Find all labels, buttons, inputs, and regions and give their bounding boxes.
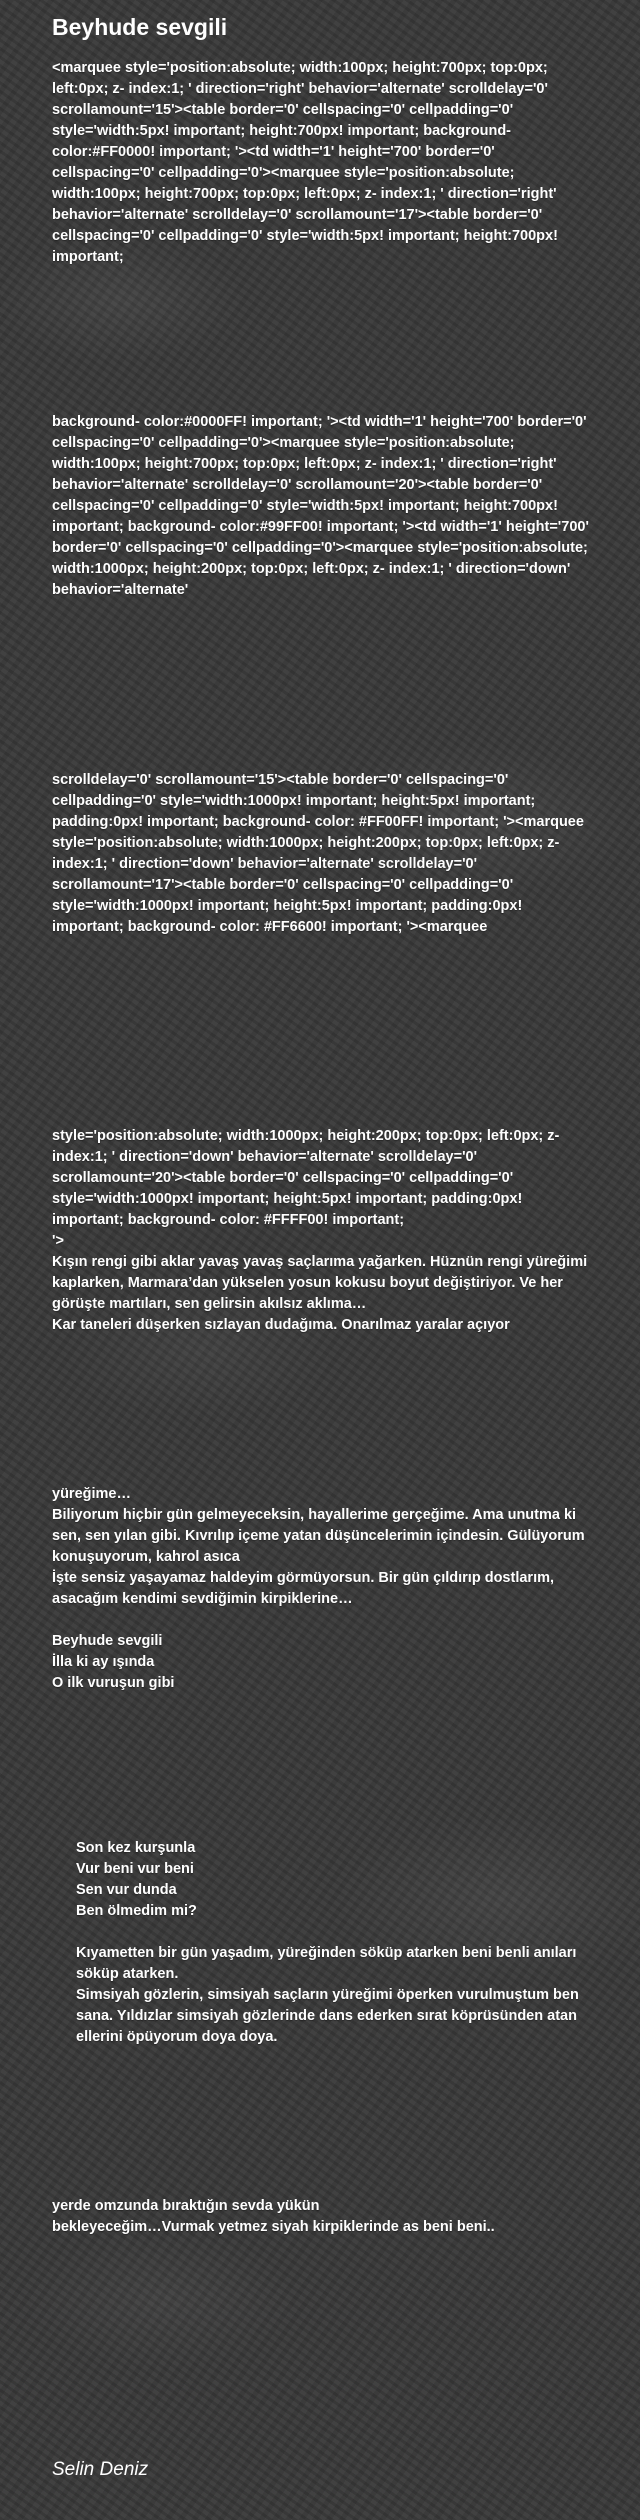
poem-author: Selin Deniz — [52, 2459, 149, 2480]
poem-stanza-6: Son kez kurşunla Vur beni vur beni Sen vur dunda Ben ölmedim mi? Kıyametten bir gün yaşadım, yüreğinden söküp atarken beni benli anıları söküp atarken. Simsiyah gözlerin, simsiyah saçların yüreğimi öperken vurulmuştum ben sana. Yıldızlar simsiyah gözlerinde dans ederken sırat köprüsünden atan ellerini öpüyorum doya doya. — [76, 1840, 579, 2045]
poem-stanza-1: <marquee style='position:absolute; width:100px; height:700px; top:0px; left:0px; z- index:1; ' direction='right' behavior='alternate' scrolldelay='0' scrollamount='15'><table border='0' cellspacing='0' cellpadding='0' style='width:5px! important; height:700px! important; background- color:#FF0000! important; '><td width='1' height='700' border='0' cellspacing='0' cellpadding='0'><marquee style='position:absolute; width:100px; height:700px; top:0px; left:0px; z- index:1; ' direction='right' behavior='alternate' scrolldelay='0' scrollamount='17'><table border='0' cellspacing='0' cellpadding='0' style='width:5px! important; height:700px! important; — [52, 60, 558, 265]
poem-stanza-2: background- color:#0000FF! important; '><td width='1' height='700' border='0' cellspacing='0' cellpadding='0'><marquee style='position:absolute; width:100px; height:700px; top:0px; left:0px; z- index:1; ' direction='right' behavior='alternate' scrolldelay='0' scrollamount='20'><table border='0' cellspacing='0' cellpadding='0' style='width:5px! important; height:700px! important; background- color:#99FF00! important; '><td width='1' height='700' border='0' cellspacing='0' cellpadding='0'><marquee style='position:absolute; width:1000px; height:200px; top:0px; left:0px; z- index:1; ' direction='down' behavior='alternate' — [52, 414, 589, 598]
poem-stanza-5: yüreğime… Biliyorum hiçbir gün gelmeyeceksin, hayallerime gerçeğime. Ama unutma ki sen, sen yılan gibi. Kıvrılıp içeme yatan düşüncelerimin içindesin. Gülüyorum konuşuyorum, kahrol asıca İşte sensiz yaşayamaz haldeyim görmüyorsun. Bir gün çıldırıp dostlarım, asacağım kendimi sevdiğimin kirpiklerine… Beyhude sevgili İlla ki ay ışında O ilk vuruşun gibi — [52, 1486, 585, 1691]
poem-stanza-7: yerde omzunda bıraktığın sevda yükün bekleyeceğim…Vurmak yetmez siyah kirpiklerinde as beni beni.. — [52, 2198, 495, 2235]
poem-title: Beyhude sevgili — [52, 14, 228, 40]
poem-stanza-3: scrolldelay='0' scrollamount='15'><table border='0' cellspacing='0' cellpadding='0' style='width:1000px! important; height:5px! important; padding:0px! important; background- color: #FF00FF! important; '><marquee style='position:absolute; width:1000px; height:200px; top:0px; left:0px; z- index:1; ' direction='down' behavior='alternate' scrolldelay='0' scrollamount='17'><table border='0' cellspacing='0' cellpadding='0' style='width:1000px! important; height:5px! important; padding:0px! important; background- color: #FF6600! important; '><marquee — [52, 772, 584, 935]
poem-stanza-4: style='position:absolute; width:1000px; height:200px; top:0px; left:0px; z- index:1; ' direction='down' behavior='alternate' scrolldelay='0' scrollamount='20'><table border='0' cellspacing='0' cellpadding='0' style='width:1000px! important; height:5px! important; padding:0px! important; background- color: #FFFF00! important; '> Kışın rengi gibi aklar yavaş yavaş saçlarıma yağarken. Hüznün rengi yüreğimi kaplarken, Marmara’dan yükselen yosun kokusu boyut değiştiriyor. Ve her görüşte martıları, sen gelirsin akılsız aklıma… Kar taneleri düşerken sızlayan dudağıma. Onarılmaz yaralar açıyor — [52, 1128, 588, 1333]
